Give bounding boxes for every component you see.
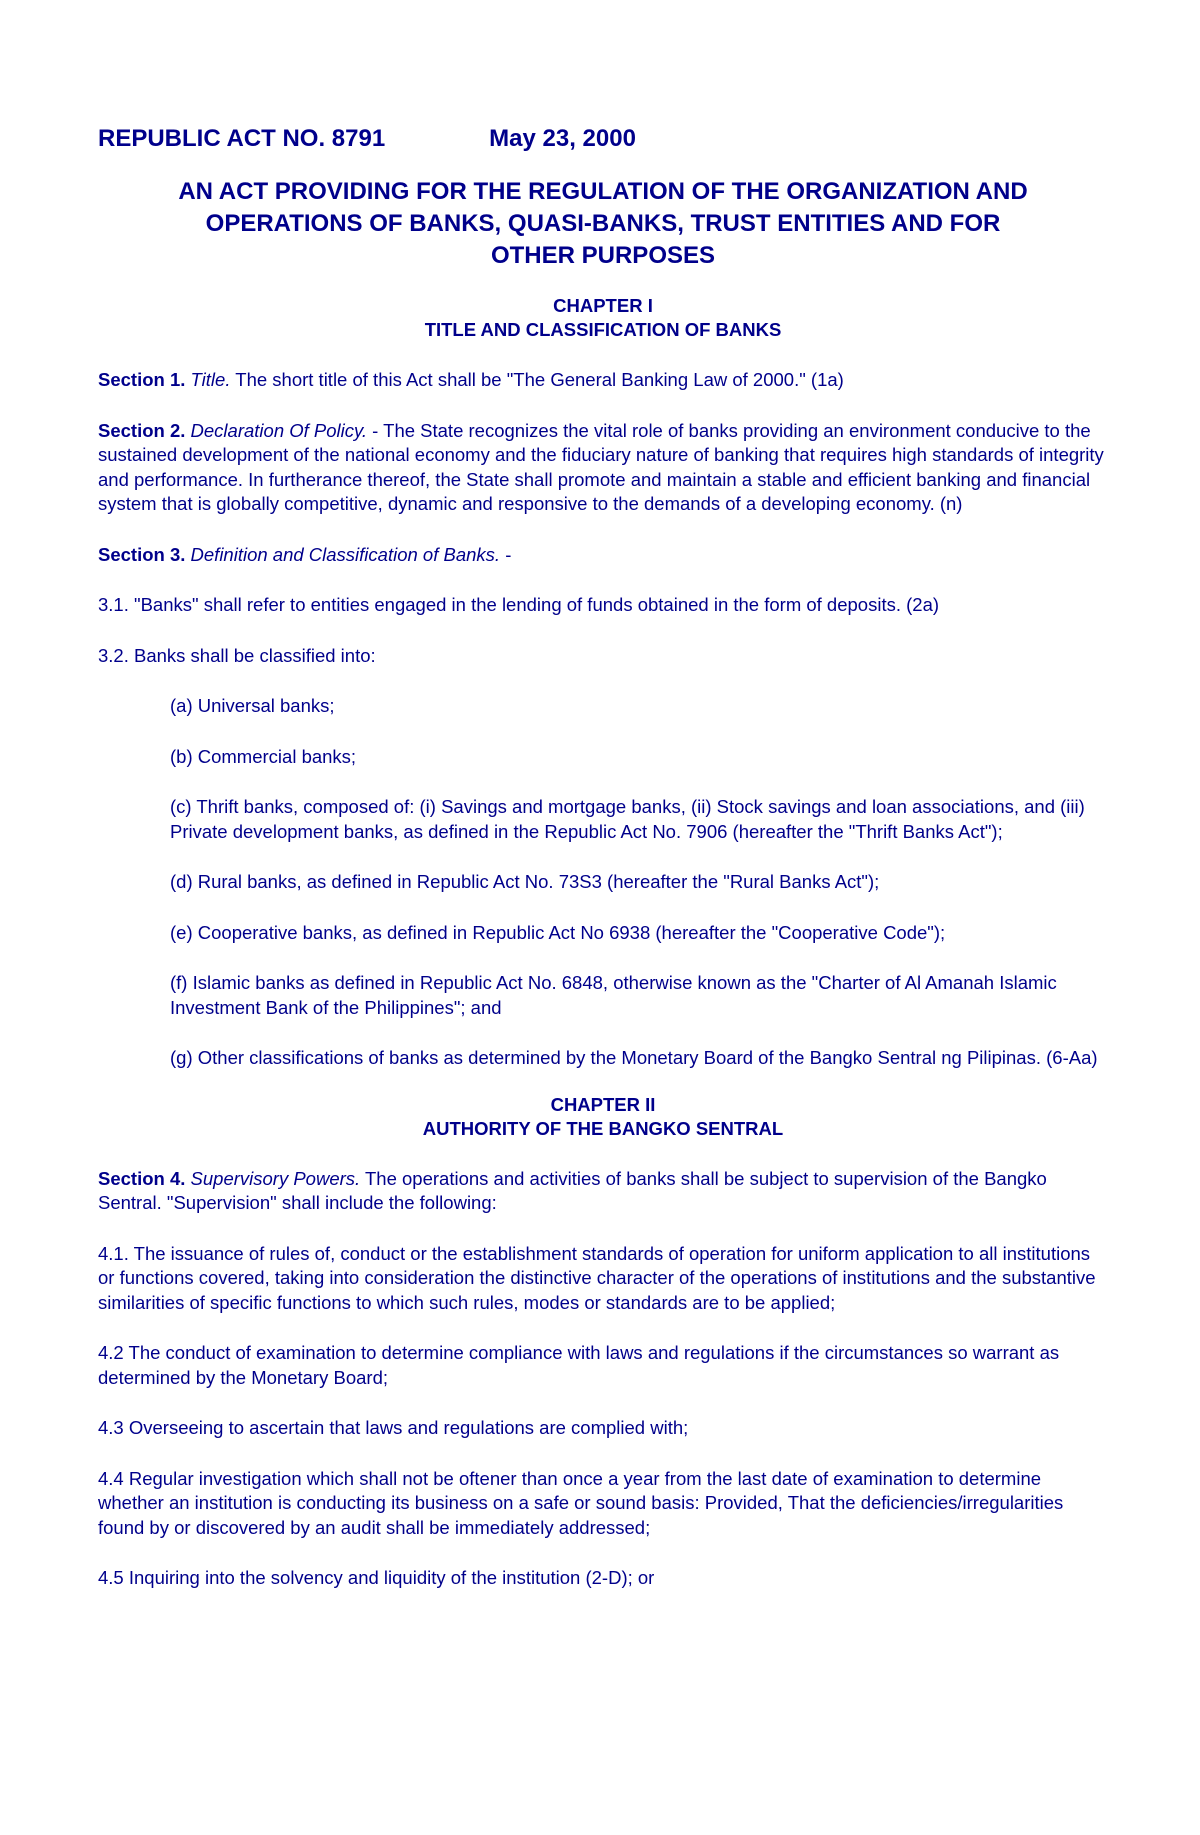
paragraph-3-1: 3.1. "Banks" shall refer to entities engaged in the lending of funds obtained in the form of deposits. (2a) bbox=[98, 594, 940, 615]
supervision-item: 4.1. The issuance of rules of, conduct or the establishment standards of operation for uniform application to all institutions or functions covered, taking into consideration the distinctive character of the operations of institutions and the substantive similarities of specific functions to which such rules, modes or standards are to be applied; bbox=[98, 1242, 1096, 1313]
section-name: Definition and Classification of Banks. bbox=[190, 543, 501, 565]
supervision-item: 4.4 Regular investigation which shall not be oftener than once a year from the last date of examination to determine whether an institution is conducting its business on a safe or sound basis: Provided, That the deficiencies/irregularities found by or discovered by an audit shall be immediately addressed; bbox=[98, 1467, 1064, 1538]
act-number: REPUBLIC ACT NO. 8791 bbox=[98, 125, 386, 152]
section-4 bbox=[98, 1167, 1108, 1216]
supervision-item: 4.5 Inquiring into the solvency and liquidity of the institution (2-D); or bbox=[98, 1567, 655, 1588]
section-name: Supervisory Powers. bbox=[190, 1167, 361, 1189]
bank-class-item: (f) Islamic banks as defined in Republic Act No. 6848, otherwise known as the "Charter of Al Amanah Islamic Investment Bank of the Philippines"; and bbox=[170, 972, 1057, 1018]
supervision-item: 4.3 Overseeing to ascertain that laws and regulations are complied with; bbox=[98, 1417, 689, 1438]
chapter-2-heading bbox=[98, 1093, 1108, 1141]
section-1 bbox=[98, 368, 1108, 393]
section-label: Section 1. bbox=[98, 369, 186, 390]
section-name: Title. bbox=[190, 369, 231, 390]
act-title-line: OPERATIONS OF BANKS, QUASI-BANKS, TRUST ENTITIES AND FOR bbox=[205, 210, 1001, 237]
section-label: Section 4. bbox=[98, 1167, 186, 1189]
paragraph-3-2: 3.2. Banks shall be classified into: bbox=[98, 644, 376, 666]
chapter-number: CHAPTER I bbox=[553, 295, 653, 316]
section-text: - The State recognizes the vital role of banks providing an environment conducive to the sustained development of the national economy and the fiduciary nature of banking that requires high standards of integrity and performance. In furtherance thereof, the State shall promote and maintain a stable and efficient banking and financial system that is globally competitive, dynamic and responsive to the demands of a developing economy. (n) bbox=[98, 419, 1104, 514]
section-text: - bbox=[500, 543, 512, 565]
act-title bbox=[98, 176, 1108, 272]
bank-class-item: (a) Universal banks; bbox=[170, 695, 335, 716]
section-text: The operations and activities of banks shall be subject to supervision of the Bangko Sentral. "Supervision" shall include the following: bbox=[98, 1167, 1047, 1213]
bank-class-item: (b) Commercial banks; bbox=[170, 745, 357, 767]
section-2 bbox=[98, 419, 1108, 517]
section-text: The short title of this Act shall be "The General Banking Law of 2000." (1a) bbox=[230, 369, 844, 390]
bank-class-item: (g) Other classifications of banks as determined by the Monetary Board of the Bangko Sentral ng Pilipinas. (6-Aa) bbox=[170, 1047, 1098, 1068]
chapter-number: CHAPTER II bbox=[550, 1093, 656, 1115]
supervision-item: 4.2 The conduct of examination to determine compliance with laws and regulations if the circumstances so warrant as determined by the Monetary Board; bbox=[98, 1342, 1060, 1388]
section-label: Section 3. bbox=[98, 543, 186, 565]
act-date: May 23, 2000 bbox=[489, 125, 636, 152]
bank-class-item: (c) Thrift banks, composed of: (i) Savings and mortgage banks, (ii) Stock savings and loan associations, and (iii) Private development banks, as defined in the Republic Act No. 7906 (hereafter the "Thrift Banks Act"); bbox=[170, 796, 1085, 842]
chapter-title: AUTHORITY OF THE BANGKO SENTRAL bbox=[422, 1117, 784, 1139]
act-title-line: OTHER PURPOSES bbox=[490, 242, 716, 269]
chapter-1-heading bbox=[98, 294, 1108, 342]
bank-class-item: (e) Cooperative banks, as defined in Republic Act No 6938 (hereafter the "Cooperative Code"); bbox=[170, 921, 946, 943]
act-header bbox=[98, 124, 1108, 154]
document-page bbox=[98, 124, 1108, 1617]
act-title-line: AN ACT PROVIDING FOR THE REGULATION OF THE ORGANIZATION AND bbox=[178, 178, 1028, 205]
section-name: Declaration Of Policy. bbox=[190, 419, 368, 441]
section-label: Section 2. bbox=[98, 419, 186, 441]
chapter-title: TITLE AND CLASSIFICATION OF BANKS bbox=[424, 319, 782, 340]
section-3 bbox=[98, 543, 1108, 568]
bank-class-item: (d) Rural banks, as defined in Republic Act No. 73S3 (hereafter the "Rural Banks Act"); bbox=[170, 871, 880, 892]
